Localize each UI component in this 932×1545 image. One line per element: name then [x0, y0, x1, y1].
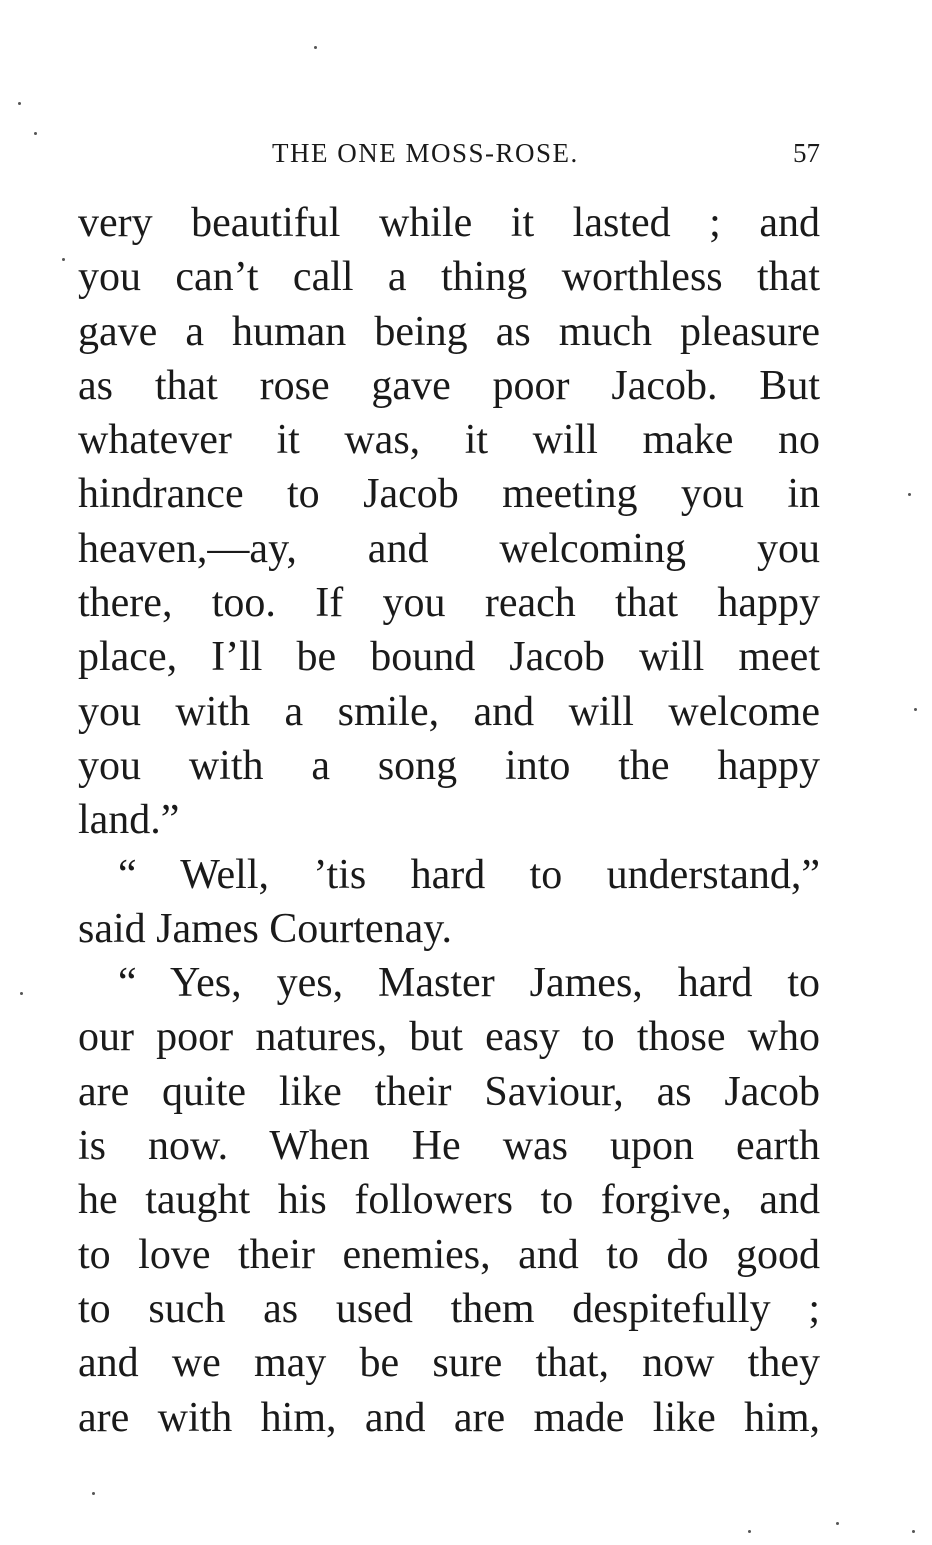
- text-line: said James Courtenay.: [78, 905, 453, 952]
- paper-speck: [914, 708, 917, 711]
- text-line: he taught his followers to forgive, and: [78, 1177, 820, 1224]
- text-line: “ Yes, yes, Master James, hard to: [118, 960, 820, 1007]
- text-line: and we may be sure that, now they: [78, 1340, 820, 1387]
- paper-speck: [18, 102, 21, 105]
- text-line: you with a song into the happy: [78, 742, 820, 789]
- text-line: are quite like their Saviour, as Jacob: [78, 1068, 820, 1115]
- paper-speck: [836, 1522, 839, 1525]
- paper-speck: [20, 992, 23, 995]
- paper-speck: [34, 132, 37, 135]
- text-line: there, too. If you reach that happy: [78, 580, 820, 627]
- text-line: you can’t call a thing worthless that: [78, 254, 820, 301]
- paper-speck: [62, 258, 65, 261]
- paper-speck: [912, 1530, 915, 1533]
- text-line: whatever it was, it will make no: [78, 417, 820, 464]
- text-line: to such as used them despitefully ;: [78, 1285, 820, 1332]
- text-line: are with him, and are made like him,: [78, 1394, 820, 1441]
- text-line: as that rose gave poor Jacob. But: [78, 362, 820, 409]
- running-title: THE ONE MOSS-ROSE.: [272, 138, 579, 168]
- paper-speck: [314, 46, 317, 49]
- text-line: gave a human being as much pleasure: [78, 308, 820, 355]
- paper-speck: [92, 1492, 95, 1495]
- body-text: [78, 196, 820, 1445]
- page-number: 57: [793, 138, 820, 168]
- text-line: very beautiful while it lasted ; and: [78, 200, 820, 246]
- text-line: to love their enemies, and to do good: [78, 1231, 820, 1278]
- text-line: place, I’ll be bound Jacob will meet: [78, 634, 820, 681]
- text-line: you with a smile, and will welcome: [78, 688, 820, 735]
- text-line: land.”: [78, 797, 180, 844]
- text-line: our poor natures, but easy to those who: [78, 1014, 820, 1061]
- running-head: [78, 136, 820, 170]
- text-line: “ Well, ’tis hard to understand,”: [118, 851, 820, 898]
- text-line: heaven,—ay, and welcoming you: [78, 525, 820, 572]
- text-line: hindrance to Jacob meeting you in: [78, 471, 820, 518]
- text-line: is now. When He was upon earth: [78, 1123, 820, 1170]
- paper-speck: [908, 493, 911, 496]
- paper-speck: [748, 1530, 751, 1533]
